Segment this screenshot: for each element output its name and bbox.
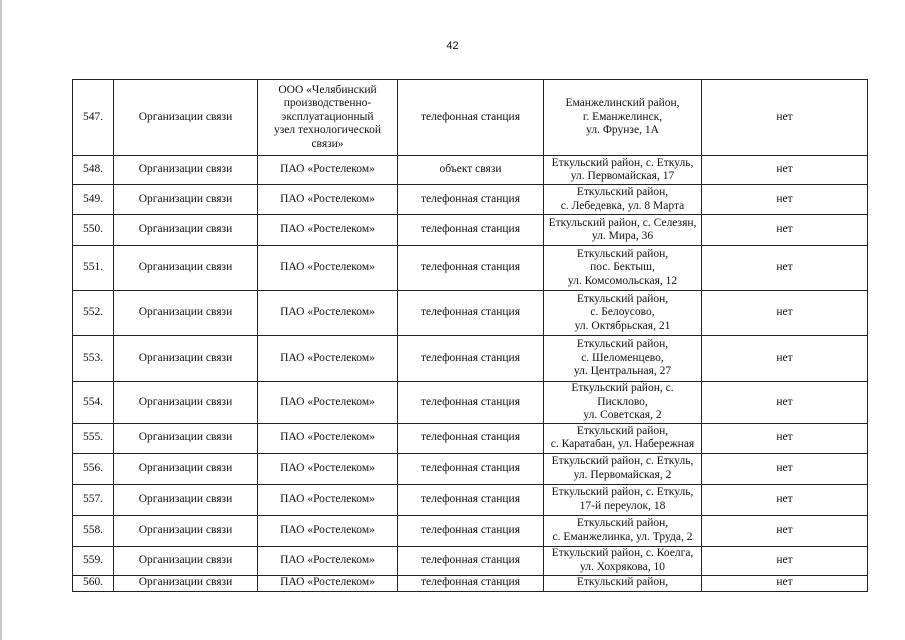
table-row xyxy=(73,336,868,382)
address-cell: Еткульский район, с. Белоусово, ул. Октябрьская, 21 xyxy=(544,291,702,336)
row-number: 553. xyxy=(73,336,114,382)
status-cell: нет xyxy=(702,80,868,156)
status-cell: нет xyxy=(702,423,868,453)
owner-cell: ПАО «Ростелеком» xyxy=(258,156,398,185)
address-cell: Еткульский район, с. Еткуль, ул. Первомайская, 17 xyxy=(544,156,702,185)
object-type-cell: телефонная станция xyxy=(398,515,544,546)
status-cell: нет xyxy=(702,453,868,484)
registry-table xyxy=(72,79,868,592)
table-row xyxy=(73,515,868,546)
status-cell: нет xyxy=(702,336,868,382)
category-cell: Организации связи xyxy=(114,185,258,215)
address-cell: Еткульский район, с. Селезян, ул. Мира, 36 xyxy=(544,215,702,246)
object-type-cell: телефонная станция xyxy=(398,291,544,336)
object-type-cell: телефонная станция xyxy=(398,484,544,515)
row-number: 554. xyxy=(73,382,114,424)
row-number: 552. xyxy=(73,291,114,336)
owner-cell: ООО «Челябинский производственно- эксплуатационный узел технологической связи» xyxy=(258,80,398,156)
owner-cell: ПАО «Ростелеком» xyxy=(258,185,398,215)
category-cell: Организации связи xyxy=(114,575,258,591)
status-cell: нет xyxy=(702,546,868,575)
object-type-cell: телефонная станция xyxy=(398,336,544,382)
row-number: 550. xyxy=(73,215,114,246)
object-type-cell: телефонная станция xyxy=(398,423,544,453)
status-cell: нет xyxy=(702,484,868,515)
row-number: 555. xyxy=(73,423,114,453)
owner-cell: ПАО «Ростелеком» xyxy=(258,453,398,484)
object-type-cell: телефонная станция xyxy=(398,546,544,575)
status-cell: нет xyxy=(702,515,868,546)
category-cell: Организации связи xyxy=(114,156,258,185)
category-cell: Организации связи xyxy=(114,215,258,246)
table-row xyxy=(73,291,868,336)
address-cell: Еманжелинский район, г. Еманжелинск, ул. Фрунзе, 1А xyxy=(544,80,702,156)
row-number: 556. xyxy=(73,453,114,484)
category-cell: Организации связи xyxy=(114,336,258,382)
address-cell: Еткульский район, с. Еткуль, 17-й переулок, 18 xyxy=(544,484,702,515)
owner-cell: ПАО «Ростелеком» xyxy=(258,246,398,291)
owner-cell: ПАО «Ростелеком» xyxy=(258,484,398,515)
object-type-cell: телефонная станция xyxy=(398,215,544,246)
row-number: 549. xyxy=(73,185,114,215)
category-cell: Организации связи xyxy=(114,423,258,453)
status-cell: нет xyxy=(702,246,868,291)
page-number: 42 xyxy=(446,40,459,52)
owner-cell: ПАО «Ростелеком» xyxy=(258,423,398,453)
category-cell: Организации связи xyxy=(114,382,258,424)
category-cell: Организации связи xyxy=(114,484,258,515)
owner-cell: ПАО «Ростелеком» xyxy=(258,336,398,382)
object-type-cell: телефонная станция xyxy=(398,382,544,424)
owner-cell: ПАО «Ростелеком» xyxy=(258,215,398,246)
status-cell: нет xyxy=(702,382,868,424)
address-cell: Еткульский район, с. Писклово, ул. Советская, 2 xyxy=(544,382,702,424)
object-type-cell: телефонная станция xyxy=(398,80,544,156)
row-number: 560. xyxy=(73,575,114,591)
category-cell: Организации связи xyxy=(114,291,258,336)
row-number: 559. xyxy=(73,546,114,575)
owner-cell: ПАО «Ростелеком» xyxy=(258,382,398,424)
address-cell: Еткульский район, с. Каратабан, ул. Набережная xyxy=(544,423,702,453)
address-cell: Еткульский район, xyxy=(544,575,702,591)
table-row xyxy=(73,246,868,291)
status-cell: нет xyxy=(702,156,868,185)
table-row xyxy=(73,546,868,575)
owner-cell: ПАО «Ростелеком» xyxy=(258,515,398,546)
registry-table-body xyxy=(73,80,868,592)
address-cell: Еткульский район, с. Коелга, ул. Хохрякова, 10 xyxy=(544,546,702,575)
object-type-cell: телефонная станция xyxy=(398,453,544,484)
status-cell: нет xyxy=(702,291,868,336)
object-type-cell: телефонная станция xyxy=(398,575,544,591)
status-cell: нет xyxy=(702,575,868,591)
row-number: 547. xyxy=(73,80,114,156)
table-row xyxy=(73,484,868,515)
table-row xyxy=(73,156,868,185)
address-cell: Еткульский район, с. Шеломенцево, ул. Центральная, 27 xyxy=(544,336,702,382)
category-cell: Организации связи xyxy=(114,246,258,291)
table-row xyxy=(73,382,868,424)
status-cell: нет xyxy=(702,215,868,246)
row-number: 551. xyxy=(73,246,114,291)
address-cell: Еткульский район, с. Еманжелинка, ул. Труда, 2 xyxy=(544,515,702,546)
table-row xyxy=(73,575,868,591)
table-row xyxy=(73,185,868,215)
row-number: 557. xyxy=(73,484,114,515)
owner-cell: ПАО «Ростелеком» xyxy=(258,546,398,575)
page-edge xyxy=(0,0,2,640)
status-cell: нет xyxy=(702,185,868,215)
row-number: 548. xyxy=(73,156,114,185)
row-number: 558. xyxy=(73,515,114,546)
object-type-cell: телефонная станция xyxy=(398,185,544,215)
table-row xyxy=(73,215,868,246)
address-cell: Еткульский район, пос. Бектыш, ул. Комсомольская, 12 xyxy=(544,246,702,291)
address-cell: Еткульский район, с. Лебедевка, ул. 8 Марта xyxy=(544,185,702,215)
table-row xyxy=(73,453,868,484)
table-row xyxy=(73,80,868,156)
object-type-cell: объект связи xyxy=(398,156,544,185)
category-cell: Организации связи xyxy=(114,80,258,156)
owner-cell: ПАО «Ростелеком» xyxy=(258,575,398,591)
table-row xyxy=(73,423,868,453)
owner-cell: ПАО «Ростелеком» xyxy=(258,291,398,336)
address-cell: Еткульский район, с. Еткуль, ул. Первомайская, 2 xyxy=(544,453,702,484)
category-cell: Организации связи xyxy=(114,515,258,546)
category-cell: Организации связи xyxy=(114,453,258,484)
category-cell: Организации связи xyxy=(114,546,258,575)
object-type-cell: телефонная станция xyxy=(398,246,544,291)
